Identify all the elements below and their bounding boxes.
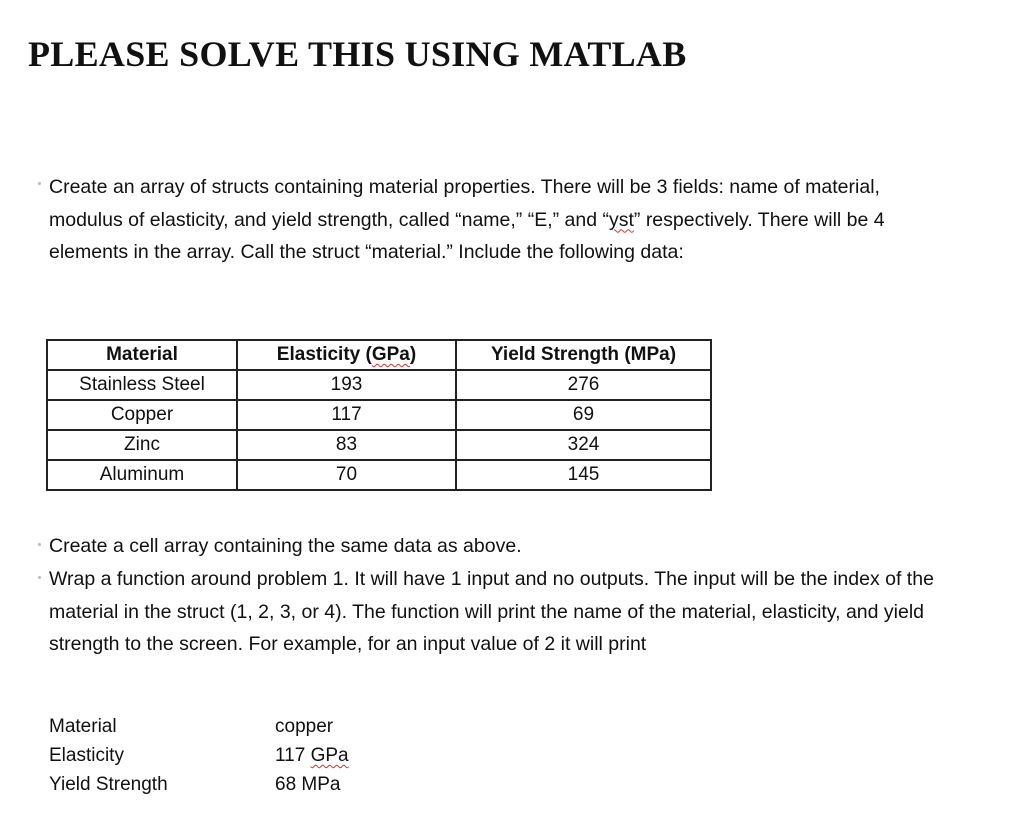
- cell-yield: 276: [456, 370, 711, 400]
- output-elasticity-number: 117: [275, 745, 311, 766]
- bullet-marker: [38, 543, 41, 546]
- output-row-material: [49, 712, 349, 741]
- materials-table: [46, 339, 712, 491]
- page-title: PLEASE SOLVE THIS USING MATLAB: [28, 34, 687, 74]
- header-elasticity-unit: GPa: [371, 344, 410, 365]
- output-elasticity-unit: GPa: [310, 745, 349, 766]
- cell-yield: 324: [456, 430, 711, 460]
- header-elasticity-prefix: Elasticity (: [276, 344, 372, 365]
- output-value-yield: 68 MPa: [275, 774, 341, 795]
- cell-elasticity: 70: [237, 460, 456, 490]
- header-material: Material: [47, 340, 237, 370]
- cell-elasticity: 117: [237, 400, 456, 430]
- cell-material: Zinc: [47, 430, 237, 460]
- output-row-elasticity: [49, 741, 349, 770]
- output-value-elasticity: [275, 741, 349, 770]
- table-row: [47, 430, 711, 460]
- header-elasticity-suffix: ): [409, 344, 417, 365]
- table-row: [47, 370, 711, 400]
- cell-material: Stainless Steel: [47, 370, 237, 400]
- task2-paragraph: Create a cell array containing the same data as above.: [49, 535, 522, 557]
- output-label-elasticity: Elasticity: [49, 745, 124, 766]
- cell-material: Copper: [47, 400, 237, 430]
- cell-material: Aluminum: [47, 460, 237, 490]
- output-label-material: Material: [49, 716, 117, 737]
- header-elasticity: [237, 340, 456, 370]
- task3-paragraph: Wrap a function around problem 1. It will have 1 input and no outputs. The input will be the index of the material in the struct (1, 2, 3, or 4). The function will print the name of the material, elasticity, and yield strength to the screen. For example, for an input value of 2 it will print: [49, 568, 934, 655]
- example-output: [49, 712, 349, 799]
- bullet-marker: [38, 576, 41, 579]
- cell-yield: 69: [456, 400, 711, 430]
- output-label-yield: Yield Strength: [49, 774, 168, 795]
- output-row-yield: [49, 770, 349, 799]
- intro-yst-spellcheck: yst: [608, 208, 634, 231]
- cell-elasticity: 83: [237, 430, 456, 460]
- table-row: [47, 460, 711, 490]
- intro-paragraph: [49, 171, 959, 269]
- table-row: [47, 400, 711, 430]
- cell-elasticity: 193: [237, 370, 456, 400]
- cell-yield: 145: [456, 460, 711, 490]
- table-header-row: [47, 340, 711, 370]
- output-value-material: copper: [275, 716, 334, 737]
- bullet-marker: [38, 182, 41, 185]
- intro-text-after: ” respectively. There will be 4 elements in the array. Call the struct “material.” Include the following data:: [49, 208, 885, 263]
- header-yield: Yield Strength (MPa): [456, 340, 711, 370]
- intro-text-before: Create an array of structs containing material properties. There will be 3 fields: name of material, modulus of elasticity, and yield strength, called “name,” “E,” and “: [49, 176, 880, 231]
